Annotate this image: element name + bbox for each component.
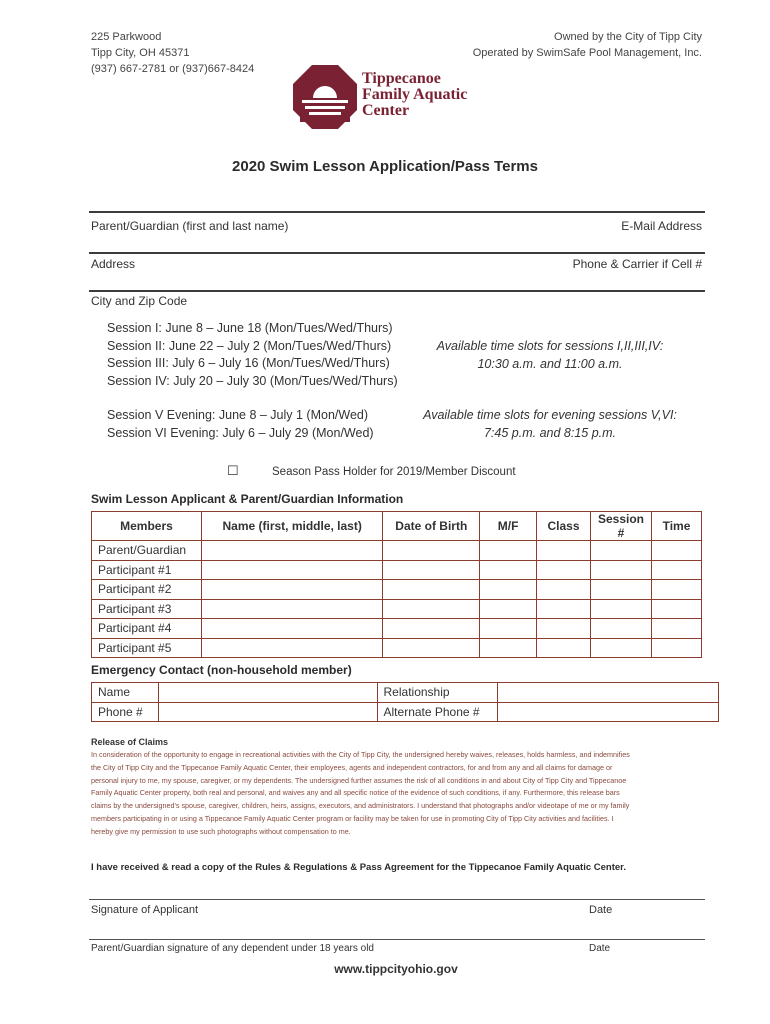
col-class: Class	[537, 512, 591, 541]
session-2: Session II: June 22 – July 2 (Mon/Tues/Wed/Thurs)	[107, 338, 392, 353]
mf-cell[interactable]	[480, 638, 537, 658]
release-line: claims by the undersigned's spouse, caregiver, children, heirs, assigns, executors, and administrators. I understand that photographs and/or videotape of me or my family	[91, 801, 630, 811]
session-5: Session V Evening: June 8 – July 1 (Mon/Wed)	[107, 408, 369, 422]
table-row	[92, 619, 702, 639]
dob-cell[interactable]	[383, 580, 480, 600]
logo-line-1: Tippecanoe	[362, 70, 441, 87]
class-cell[interactable]	[537, 599, 591, 619]
name-cell[interactable]	[201, 619, 382, 639]
dob-cell[interactable]	[383, 560, 480, 580]
footer-url[interactable]: www.tippcityohio.gov	[334, 962, 458, 976]
table-header-row	[92, 512, 702, 541]
emergency-name-field[interactable]	[158, 683, 377, 703]
phone-label: Phone & Carrier if Cell #	[572, 257, 702, 271]
table-row	[92, 560, 702, 580]
time-cell[interactable]	[651, 560, 701, 580]
email-label: E-Mail Address	[621, 219, 702, 233]
season-pass-checkbox[interactable]: ☐	[227, 463, 239, 478]
address-phone-input-line[interactable]	[89, 274, 705, 290]
page-title: 2020 Swim Lesson Application/Pass Terms	[232, 158, 538, 175]
release-line: In consideration of the opportunity to engage in recreational activities with the City of Tipp City, the undersigned hereby waives, releases, holds harmless, and indemnifies	[91, 750, 630, 759]
emergency-table	[91, 682, 719, 722]
signature-rule-2	[89, 939, 705, 940]
mf-cell[interactable]	[480, 560, 537, 580]
parent-email-input-line[interactable]	[89, 236, 705, 252]
mf-cell[interactable]	[480, 619, 537, 639]
mf-cell[interactable]	[480, 580, 537, 600]
row-label: Parent/Guardian	[92, 541, 202, 561]
applicant-section-title: Swim Lesson Applicant & Parent/Guardian Information	[91, 492, 404, 506]
row-label: Participant #2	[92, 580, 202, 600]
name-cell[interactable]	[201, 541, 382, 561]
session-cell[interactable]	[591, 638, 652, 658]
table-row	[92, 702, 719, 722]
table-row	[92, 599, 702, 619]
emergency-phone-label: Phone #	[92, 702, 159, 722]
table-row	[92, 683, 719, 703]
name-cell[interactable]	[201, 580, 382, 600]
time-cell[interactable]	[651, 619, 701, 639]
row-label: Participant #5	[92, 638, 202, 658]
session-1: Session I: June 8 – June 18 (Mon/Tues/Wed/Thurs)	[107, 321, 393, 335]
acknowledgement: I have received & read a copy of the Rules & Regulations & Pass Agreement for the Tippecanoe Family Aquatic Center.	[91, 862, 626, 873]
class-cell[interactable]	[537, 560, 591, 580]
class-cell[interactable]	[537, 638, 591, 658]
release-line: the City of Tipp City and the Tippecanoe Family Aquatic Center, their employees, agents and independent contractors, for and from any and all claims for damage or	[91, 762, 613, 772]
mf-cell[interactable]	[480, 541, 537, 561]
alt-phone-label: Alternate Phone #	[377, 702, 498, 722]
address-line-1: 225 Parkwood	[91, 31, 162, 43]
col-time: Time	[651, 512, 701, 541]
phone-line: (937) 667-2781 or (937)667-8424	[91, 63, 255, 75]
release-text	[91, 749, 711, 839]
dob-cell[interactable]	[383, 638, 480, 658]
date-label-1: Date	[589, 904, 613, 916]
emergency-phone-field[interactable]	[158, 702, 377, 722]
address-line-2: Tipp City, OH 45371	[91, 47, 190, 59]
class-cell[interactable]	[537, 541, 591, 561]
applicant-signature-label: Signature of Applicant	[91, 904, 199, 916]
owner-line-2: Operated by SwimSafe Pool Management, Inc.	[472, 47, 702, 59]
release-title: Release of Claims	[91, 737, 169, 747]
table-row	[92, 638, 702, 658]
ownership-info	[473, 29, 702, 61]
name-cell[interactable]	[201, 638, 382, 658]
guardian-signature-label: Parent/Guardian signature of any dependent under 18 years old	[91, 943, 374, 954]
day-availability-line-2: 10:30 a.m. and 11:00 a.m.	[477, 356, 623, 371]
time-cell[interactable]	[651, 638, 701, 658]
release-line: members participating in or using a Tippecanoe Family Aquatic Center program or facility may be taken for use in promoting City of Tipp City activities and facilities. I	[91, 813, 614, 823]
col-session: Session #	[591, 512, 652, 541]
parent-name-label: Parent/Guardian (first and last name)	[91, 219, 289, 233]
season-pass-label: Season Pass Holder for 2019/Member Discount	[272, 466, 516, 478]
alt-phone-field[interactable]	[498, 702, 719, 722]
owner-line-1: Owned by the City of Tipp City	[554, 31, 702, 43]
logo	[292, 64, 492, 130]
dob-cell[interactable]	[383, 599, 480, 619]
rule-mid	[89, 252, 705, 254]
table-row	[92, 580, 702, 600]
session-cell[interactable]	[591, 541, 652, 561]
col-mf: M/F	[480, 512, 537, 541]
address-label: Address	[91, 257, 136, 271]
applicant-signature-field[interactable]	[89, 920, 705, 938]
release-line: personal injury to me, my spouse, caregiver, or my dependents. The undersigned further assumes the risk of all conditions in and about City of Tipp City and Tippecanoe	[91, 775, 627, 785]
class-cell[interactable]	[537, 580, 591, 600]
session-6: Session VI Evening: July 6 – July 29 (Mon/Wed)	[107, 425, 374, 440]
rule-bottom	[89, 290, 705, 292]
logo-line-3: Center	[362, 102, 410, 119]
col-dob: Date of Birth	[383, 512, 480, 541]
release-line: Family Aquatic Center property, both real and personal, and waives any and all specific notice of the evidence of such conditions, if any. Furthermore, this release bars	[91, 788, 620, 798]
class-cell[interactable]	[537, 619, 591, 639]
day-availability	[410, 338, 690, 373]
applicant-table	[91, 511, 702, 658]
session-cell[interactable]	[591, 599, 652, 619]
session-3: Session III: July 6 – July 16 (Mon/Tues/Wed/Thurs)	[107, 356, 390, 370]
day-availability-line-1: Available time slots for sessions I,II,III,IV:	[436, 339, 664, 353]
name-cell[interactable]	[201, 560, 382, 580]
emergency-section-title: Emergency Contact (non-household member)	[91, 663, 352, 677]
evening-availability	[410, 407, 690, 442]
table-row	[92, 541, 702, 561]
evening-availability-line-1: Available time slots for evening sessions V,VI:	[423, 408, 677, 422]
session-cell[interactable]	[591, 619, 652, 639]
row-label: Participant #1	[92, 560, 202, 580]
relationship-label: Relationship	[377, 683, 498, 703]
date-label-2: Date	[589, 943, 611, 954]
time-cell[interactable]	[651, 599, 701, 619]
sunset-octagon-icon	[292, 64, 358, 130]
evening-availability-line-2: 7:45 p.m. and 8:15 p.m.	[483, 425, 617, 440]
mf-cell[interactable]	[480, 599, 537, 619]
row-label: Participant #3	[92, 599, 202, 619]
city-zip-label: City and Zip Code	[91, 294, 188, 308]
col-members: Members	[92, 512, 202, 541]
logo-line-2: Family Aquatic	[362, 86, 468, 103]
dob-cell[interactable]	[383, 619, 480, 639]
evening-sessions	[107, 407, 374, 442]
day-sessions	[107, 320, 398, 390]
col-name: Name (first, middle, last)	[201, 512, 382, 541]
emergency-name-label: Name	[92, 683, 159, 703]
rule-top	[89, 211, 705, 213]
session-cell[interactable]	[591, 560, 652, 580]
dob-cell[interactable]	[383, 541, 480, 561]
relationship-field[interactable]	[498, 683, 719, 703]
session-4: Session IV: July 20 – July 30 (Mon/Tues/Wed/Thurs)	[107, 373, 398, 388]
facility-address	[91, 29, 254, 77]
release-line: hereby give my permission to use such photographs without compensation to me.	[91, 826, 351, 836]
time-cell[interactable]	[651, 541, 701, 561]
row-label: Participant #4	[92, 619, 202, 639]
signature-rule-1	[89, 899, 705, 900]
session-cell[interactable]	[591, 580, 652, 600]
logo-wordmark	[362, 71, 467, 119]
name-cell[interactable]	[201, 599, 382, 619]
time-cell[interactable]	[651, 580, 701, 600]
